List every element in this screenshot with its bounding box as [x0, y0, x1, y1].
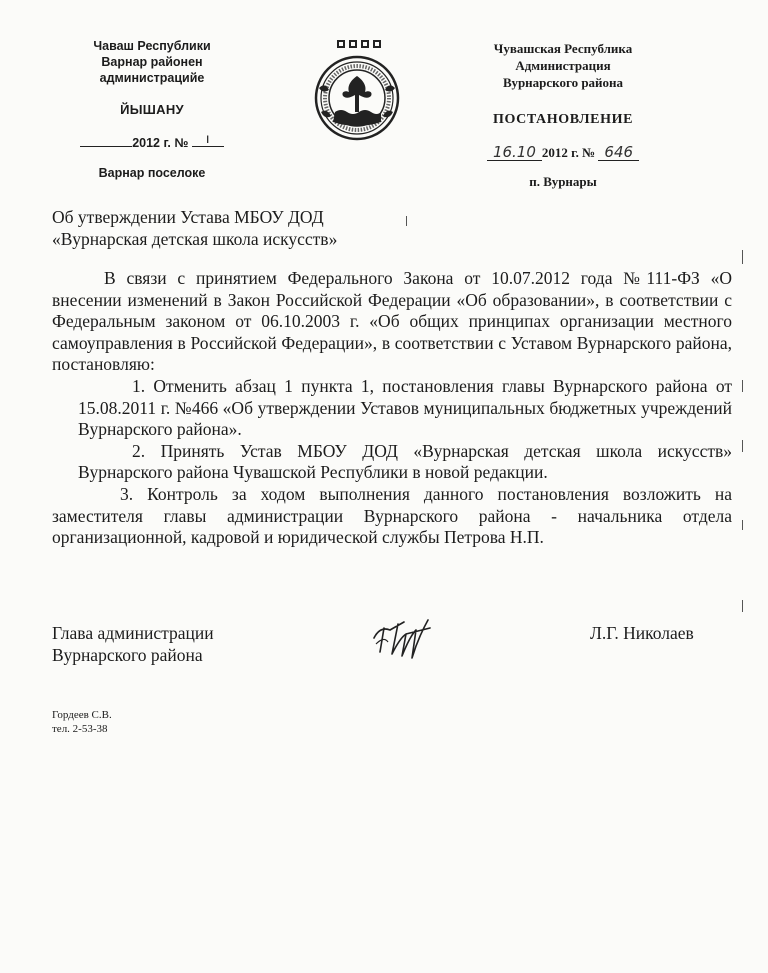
executor-phone: тел. 2-53-38 — [52, 723, 108, 735]
handwritten-number: 646 — [598, 144, 639, 161]
header-chuvash-number-line — [66, 130, 238, 151]
signatory-title-line1: Глава администрации — [52, 623, 214, 643]
header-chuvash-number-text: 2012 г. № — [132, 136, 189, 150]
body-item-3: 3. Контроль за ходом выполнения данного постановления возложить на заместителя главы администрации Вурнарского района - начальника отдела организационной, кадровой и юридической службы Петрова Н.П. — [52, 483, 732, 548]
header-russian-place: п. Вурнары — [529, 174, 597, 189]
pen-tick-mark: ı — [205, 130, 210, 146]
header-russian — [468, 40, 658, 190]
signatory-name: Л.Г. Николаев — [590, 623, 694, 643]
signatory-title — [52, 622, 292, 666]
header-russian-line2: Администрация — [515, 58, 611, 73]
header-russian-doc-type: ПОСТАНОВЛЕНИЕ — [492, 112, 634, 127]
scan-mark — [742, 520, 743, 530]
header-chuvash-line2: Варнар районен — [101, 55, 203, 69]
date-blank — [80, 134, 132, 147]
header-russian-line1: Чувашская Республика — [493, 41, 633, 56]
executor-info — [52, 708, 112, 736]
scan-mark — [742, 600, 743, 612]
subject-line1: Об утверждении Устава МБОУ ДОД — [52, 207, 324, 227]
body-intro-paragraph: В связи с принятием Федерального Закона от 10.07.2012 года №111-ФЗ «О внесении изменений в Закон Российской Федерации «Об образовании», в соответствии с Федеральным законом от 06.10.2003 г. «Об общих принципах организации местного самоуправления в Российской Федерации», в соответствии с Уставом Вурнарского района, постановляю: — [52, 268, 732, 375]
body-item-2: 2. Принять Устав МБОУ ДОД «Вурнарская детская школа искусств» Вурнарского района Чувашской Республики в новой редакции. — [78, 440, 732, 483]
body-item-1: 1. Отменить абзац 1 пункта 1, постановления главы Вурнарского района от 15.08.2011 г. №466 «Об утверждении Уставов муниципальных бюджетных учреждений Вурнарского района». — [78, 375, 732, 440]
header-russian-year-text: 2012 г. № — [541, 145, 596, 160]
header-chuvash-place: Варнар поселоке — [98, 166, 206, 180]
header-chuvash-line1: Чаваш Республики — [93, 39, 211, 53]
scan-mark — [406, 216, 407, 226]
subject-line2: «Вурнарская детская школа искусств» — [52, 229, 338, 249]
header-chuvash-line3: администрацийе — [99, 71, 205, 85]
document-body — [52, 268, 732, 549]
header-chuvash-doc-type: ЙЫШАНУ — [120, 102, 184, 117]
handwritten-signature — [370, 608, 440, 664]
header-chuvash — [66, 38, 238, 181]
executor-name: Гордеев С.В. — [52, 709, 112, 721]
document-subject — [52, 206, 412, 250]
scan-mark — [742, 250, 743, 264]
number-blank — [192, 130, 224, 147]
chuvash-coat-of-arms-icon — [305, 38, 409, 142]
signatory-title-line2: Вурнарского района — [52, 645, 203, 665]
scan-mark — [742, 440, 743, 452]
header-russian-line3: Вурнарского района — [502, 75, 624, 90]
header-russian-number-line — [468, 144, 658, 161]
scan-mark — [742, 380, 743, 392]
handwritten-date: 16.10 — [487, 144, 542, 161]
